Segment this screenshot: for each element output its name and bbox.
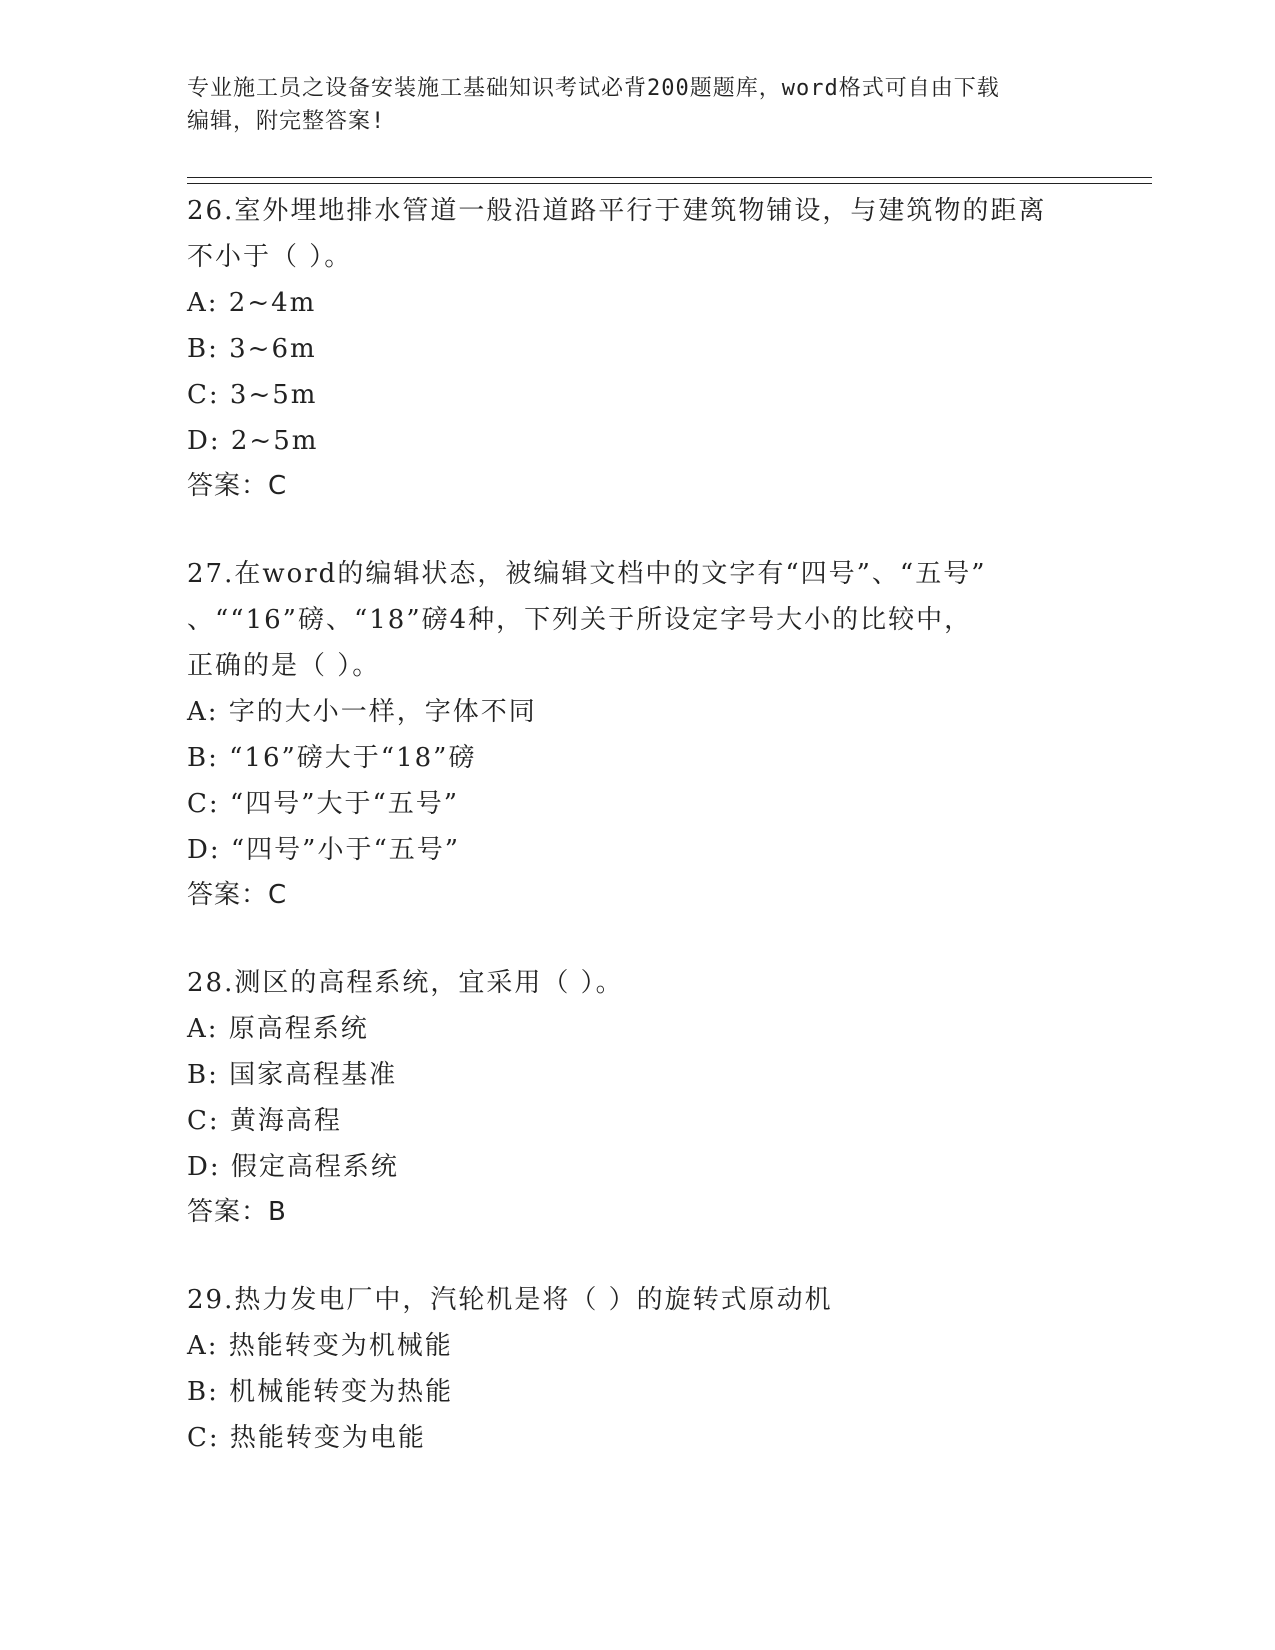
question-text-line: 、““16”磅、“18”磅4种，下列关于所设定字号大小的比较中，	[187, 605, 973, 635]
question-text-line: 26.室外埋地排水管道一般沿道路平行于建筑物铺设，与建筑物的距离	[187, 196, 1047, 226]
option-b: B: “16”磅大于“18”磅	[187, 743, 477, 773]
option-a: A: 热能转变为机械能	[187, 1331, 453, 1361]
option-b: B: 机械能转变为热能	[187, 1377, 454, 1407]
question-27	[187, 551, 1087, 917]
question-28	[187, 960, 1087, 1234]
option-c: C: 黄海高程	[187, 1106, 342, 1136]
option-b: B: 国家高程基准	[187, 1060, 398, 1090]
header-title-line-2: 编辑，附完整答案!	[187, 109, 386, 134]
header-divider-top	[187, 177, 1152, 178]
header-title-line-1: 专业施工员之设备安装施工基础知识考试必背200题题库，word格式可自由下载	[187, 76, 1000, 101]
header-divider-bottom	[187, 183, 1152, 184]
option-d: D: “四号”小于“五号”	[187, 835, 461, 865]
question-text-line: 27.在word的编辑状态，被编辑文档中的文字有“四号”、“五号”	[187, 559, 987, 589]
question-29	[187, 1277, 1087, 1461]
option-d: D: 假定高程系统	[187, 1152, 399, 1182]
answer-label: 答案：C	[187, 471, 288, 501]
option-d: D: 2~5m	[187, 426, 319, 456]
option-c: C: 热能转变为电能	[187, 1423, 426, 1453]
question-text-line: 28.测区的高程系统，宜采用（ ）。	[187, 968, 624, 998]
question-list	[187, 188, 1087, 1504]
option-a: A: 原高程系统	[187, 1014, 369, 1044]
option-c: C: 3~5m	[187, 380, 318, 410]
question-text-line: 29.热力发电厂中，汽轮机是将（ ）的旋转式原动机	[187, 1285, 833, 1315]
question-26	[187, 188, 1087, 508]
document-header	[187, 72, 1067, 138]
answer-label: 答案：B	[187, 1197, 287, 1227]
question-text-line: 正确的是（ ）。	[187, 651, 381, 681]
option-a: A: 字的大小一样，字体不同	[187, 697, 537, 727]
option-c: C: “四号”大于“五号”	[187, 789, 460, 819]
option-b: B: 3~6m	[187, 334, 317, 364]
question-text-line: 不小于（ ）。	[187, 242, 353, 272]
answer-label: 答案：C	[187, 880, 288, 910]
option-a: A: 2~4m	[187, 288, 317, 318]
